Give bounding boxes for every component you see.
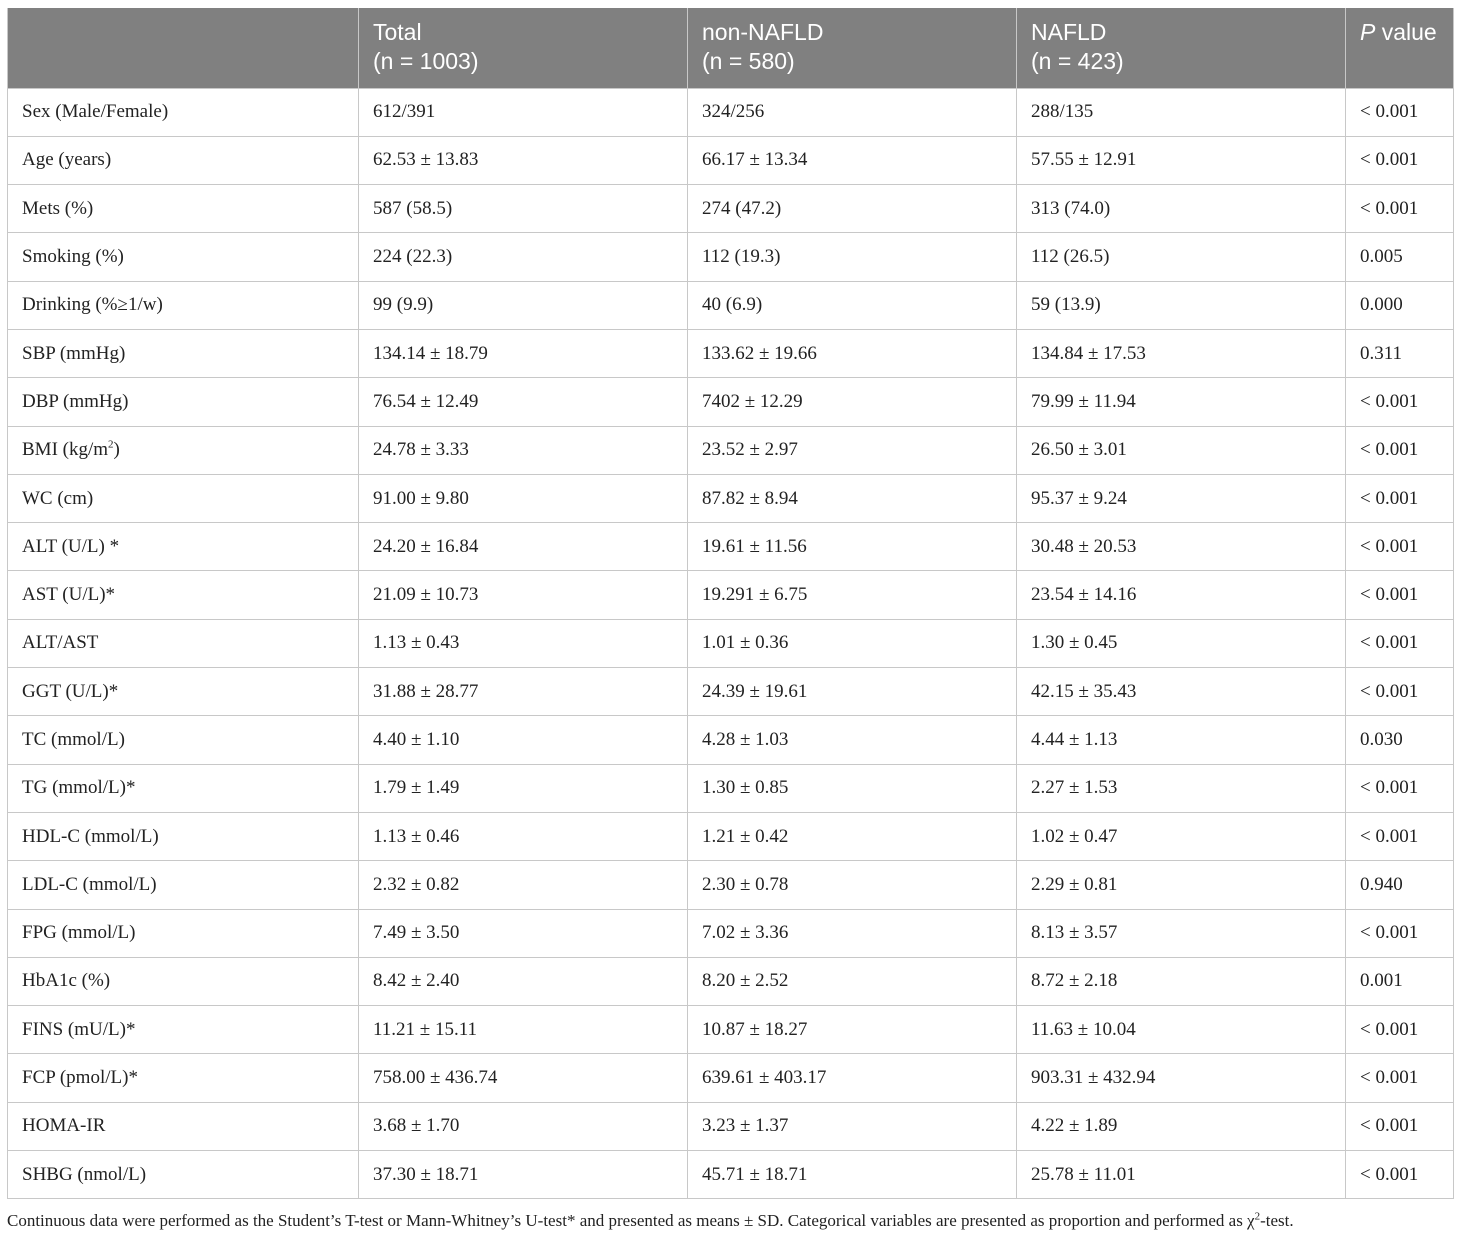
cell-total: 24.78 ± 3.33 [359, 426, 688, 474]
cell-total: 24.20 ± 16.84 [359, 523, 688, 571]
cell-non-nafld: 19.291 ± 6.75 [688, 571, 1017, 619]
row-label [8, 957, 359, 1005]
cell-nafld: 30.48 ± 20.53 [1017, 523, 1346, 571]
header-total-label: Total [373, 19, 422, 45]
cell-total: 224 (22.3) [359, 233, 688, 281]
cell-p-value: < 0.001 [1346, 474, 1454, 522]
cell-nafld: 11.63 ± 10.04 [1017, 1006, 1346, 1054]
table-row [8, 1006, 1454, 1054]
cell-non-nafld: 1.30 ± 0.85 [688, 764, 1017, 812]
row-label-text: TG (mmol/L)* [22, 777, 136, 799]
cell-p-value: < 0.001 [1346, 88, 1454, 136]
cell-non-nafld: 45.71 ± 18.71 [688, 1151, 1017, 1199]
row-label [8, 909, 359, 957]
row-label [8, 426, 359, 474]
cell-nafld: 26.50 ± 3.01 [1017, 426, 1346, 474]
cell-p-value: < 0.001 [1346, 909, 1454, 957]
table-row [8, 136, 1454, 184]
row-label [8, 281, 359, 329]
cell-non-nafld: 24.39 ± 19.61 [688, 668, 1017, 716]
row-label [8, 812, 359, 860]
row-label [8, 668, 359, 716]
cell-p-value: < 0.001 [1346, 523, 1454, 571]
cell-non-nafld: 87.82 ± 8.94 [688, 474, 1017, 522]
cell-p-value: < 0.001 [1346, 1054, 1454, 1102]
cell-non-nafld: 1.21 ± 0.42 [688, 812, 1017, 860]
header-nafld-n: (n = 423) [1031, 48, 1124, 74]
table-row [8, 619, 1454, 667]
row-label [8, 716, 359, 764]
row-label-text: Smoking (%) [22, 246, 124, 268]
cell-total: 2.32 ± 0.82 [359, 861, 688, 909]
cell-nafld: 95.37 ± 9.24 [1017, 474, 1346, 522]
cell-non-nafld: 40 (6.9) [688, 281, 1017, 329]
table-row [8, 764, 1454, 812]
cell-non-nafld: 324/256 [688, 88, 1017, 136]
cell-non-nafld: 19.61 ± 11.56 [688, 523, 1017, 571]
header-total-n: (n = 1003) [373, 48, 479, 74]
table-row [8, 523, 1454, 571]
row-label [8, 136, 359, 184]
row-label-text: HOMA-IR [22, 1115, 106, 1137]
table-row [8, 185, 1454, 233]
header-total [359, 8, 688, 88]
header-non-nafld-n: (n = 580) [702, 48, 795, 74]
cell-total: 1.79 ± 1.49 [359, 764, 688, 812]
cell-nafld: 1.02 ± 0.47 [1017, 812, 1346, 860]
footnote-superscript: 2 [1254, 1210, 1261, 1223]
cell-total: 7.49 ± 3.50 [359, 909, 688, 957]
cell-nafld: 903.31 ± 432.94 [1017, 1054, 1346, 1102]
header-non-nafld-label: non-NAFLD [702, 19, 824, 45]
row-label-text: Drinking (%≥1/w) [22, 294, 163, 316]
table-row [8, 329, 1454, 377]
cell-nafld: 79.99 ± 11.94 [1017, 378, 1346, 426]
row-label-text: GGT (U/L)* [22, 680, 119, 702]
row-label [8, 861, 359, 909]
row-label [8, 1102, 359, 1150]
table-row [8, 957, 1454, 1005]
header-nafld-label: NAFLD [1031, 19, 1107, 45]
cell-p-value: 0.001 [1346, 957, 1454, 1005]
header-p-value [1346, 8, 1454, 88]
cell-nafld: 8.72 ± 2.18 [1017, 957, 1346, 1005]
row-label [8, 764, 359, 812]
cell-p-value: < 0.001 [1346, 426, 1454, 474]
row-label [8, 474, 359, 522]
row-label-text: FINS (mU/L)* [22, 1018, 136, 1040]
row-label-text: ALT/AST [22, 632, 99, 654]
cell-total: 11.21 ± 15.11 [359, 1006, 688, 1054]
row-label-text: HbA1c (%) [22, 970, 111, 992]
row-label-text: FPG (mmol/L) [22, 922, 136, 944]
row-label-text: LDL-C (mmol/L) [22, 873, 157, 895]
row-label-text: SBP (mmHg) [22, 342, 126, 364]
table-row [8, 281, 1454, 329]
cell-total: 587 (58.5) [359, 185, 688, 233]
cell-total: 62.53 ± 13.83 [359, 136, 688, 184]
cell-p-value: < 0.001 [1346, 1151, 1454, 1199]
row-label [8, 571, 359, 619]
cell-non-nafld: 7402 ± 12.29 [688, 378, 1017, 426]
table-row [8, 909, 1454, 957]
table-row [8, 1102, 1454, 1150]
cell-total: 4.40 ± 1.10 [359, 716, 688, 764]
row-label-end: ) [113, 439, 120, 461]
cell-nafld: 2.29 ± 0.81 [1017, 861, 1346, 909]
row-label-text: WC (cm) [22, 487, 94, 509]
cell-total: 612/391 [359, 88, 688, 136]
cell-p-value: 0.000 [1346, 281, 1454, 329]
header-p-rest: value [1375, 19, 1437, 45]
cell-non-nafld: 133.62 ± 19.66 [688, 329, 1017, 377]
row-label-text: BMI (kg/m [22, 439, 109, 461]
header-nafld [1017, 8, 1346, 88]
cell-non-nafld: 66.17 ± 13.34 [688, 136, 1017, 184]
cell-nafld: 59 (13.9) [1017, 281, 1346, 329]
cell-nafld: 2.27 ± 1.53 [1017, 764, 1346, 812]
cell-non-nafld: 8.20 ± 2.52 [688, 957, 1017, 1005]
cell-nafld: 112 (26.5) [1017, 233, 1346, 281]
cell-p-value: < 0.001 [1346, 1006, 1454, 1054]
cell-non-nafld: 639.61 ± 403.17 [688, 1054, 1017, 1102]
cell-nafld: 288/135 [1017, 88, 1346, 136]
table-row [8, 571, 1454, 619]
cell-total: 3.68 ± 1.70 [359, 1102, 688, 1150]
row-label-text: SHBG (nmol/L) [22, 1163, 147, 1185]
header-p-italic: P [1360, 19, 1376, 45]
cell-p-value: 0.940 [1346, 861, 1454, 909]
table-row [8, 668, 1454, 716]
cell-non-nafld: 10.87 ± 18.27 [688, 1006, 1017, 1054]
cell-nafld: 4.22 ± 1.89 [1017, 1102, 1346, 1150]
header-non-nafld [688, 8, 1017, 88]
footnote-text: Continuous data were performed as the Student’s T-test or Mann-Whitney’s U-test* and presented as means ± SD. Categorical variables are presented as proportion and performed as χ [7, 1211, 1255, 1230]
cell-nafld: 25.78 ± 11.01 [1017, 1151, 1346, 1199]
row-label [8, 233, 359, 281]
table-row [8, 378, 1454, 426]
cell-p-value: < 0.001 [1346, 378, 1454, 426]
header-variable [8, 8, 359, 88]
cell-nafld: 1.30 ± 0.45 [1017, 619, 1346, 667]
cell-p-value: 0.030 [1346, 716, 1454, 764]
cell-nafld: 134.84 ± 17.53 [1017, 329, 1346, 377]
table-row [8, 426, 1454, 474]
table-row [8, 716, 1454, 764]
table-row [8, 812, 1454, 860]
row-label [8, 88, 359, 136]
row-label-text: FCP (pmol/L)* [22, 1067, 138, 1089]
cell-nafld: 57.55 ± 12.91 [1017, 136, 1346, 184]
row-label [8, 1054, 359, 1102]
row-label [8, 619, 359, 667]
cell-non-nafld: 7.02 ± 3.36 [688, 909, 1017, 957]
table-row [8, 474, 1454, 522]
cell-total: 134.14 ± 18.79 [359, 329, 688, 377]
cell-p-value: < 0.001 [1346, 668, 1454, 716]
cell-nafld: 8.13 ± 3.57 [1017, 909, 1346, 957]
cell-non-nafld: 274 (47.2) [688, 185, 1017, 233]
table-footnote [7, 1211, 1453, 1231]
table-row [8, 1151, 1454, 1199]
cell-total: 99 (9.9) [359, 281, 688, 329]
table-row [8, 88, 1454, 136]
cell-total: 1.13 ± 0.43 [359, 619, 688, 667]
header-row [8, 8, 1454, 88]
cell-total: 1.13 ± 0.46 [359, 812, 688, 860]
cell-p-value: 0.005 [1346, 233, 1454, 281]
cell-non-nafld: 112 (19.3) [688, 233, 1017, 281]
cell-p-value: < 0.001 [1346, 571, 1454, 619]
cell-total: 91.00 ± 9.80 [359, 474, 688, 522]
footnote-end: -test. [1260, 1211, 1294, 1230]
row-label-text: ALT (U/L) * [22, 535, 120, 557]
cell-total: 76.54 ± 12.49 [359, 378, 688, 426]
cell-total: 37.30 ± 18.71 [359, 1151, 688, 1199]
row-label-text: Age (years) [22, 149, 112, 171]
cell-p-value: < 0.001 [1346, 764, 1454, 812]
cell-p-value: 0.311 [1346, 329, 1454, 377]
cell-p-value: < 0.001 [1346, 812, 1454, 860]
row-label-text: TC (mmol/L) [22, 729, 125, 750]
cell-non-nafld: 1.01 ± 0.36 [688, 619, 1017, 667]
cell-total: 31.88 ± 28.77 [359, 668, 688, 716]
cell-p-value: < 0.001 [1346, 185, 1454, 233]
row-label [8, 1006, 359, 1054]
row-label-superscript: 2 [108, 438, 114, 451]
cell-p-value: < 0.001 [1346, 619, 1454, 667]
cell-p-value: < 0.001 [1346, 1102, 1454, 1150]
cell-total: 758.00 ± 436.74 [359, 1054, 688, 1102]
row-label [8, 378, 359, 426]
cell-total: 8.42 ± 2.40 [359, 957, 688, 1005]
table-row [8, 861, 1454, 909]
cell-nafld: 42.15 ± 35.43 [1017, 668, 1346, 716]
cell-total: 21.09 ± 10.73 [359, 571, 688, 619]
row-label [8, 1151, 359, 1199]
cell-nafld: 23.54 ± 14.16 [1017, 571, 1346, 619]
cell-non-nafld: 2.30 ± 0.78 [688, 861, 1017, 909]
row-label-text: AST (U/L)* [22, 584, 116, 606]
row-label [8, 523, 359, 571]
cell-non-nafld: 23.52 ± 2.97 [688, 426, 1017, 474]
row-label-text: HDL-C (mmol/L) [22, 825, 159, 847]
row-label [8, 329, 359, 377]
table-row [8, 1054, 1454, 1102]
baseline-characteristics-table [7, 8, 1454, 1199]
row-label [8, 185, 359, 233]
cell-p-value: < 0.001 [1346, 136, 1454, 184]
row-label-text: Sex (Male/Female) [22, 101, 169, 123]
cell-non-nafld: 3.23 ± 1.37 [688, 1102, 1017, 1150]
cell-non-nafld: 4.28 ± 1.03 [688, 716, 1017, 764]
row-label-text: Mets (%) [22, 197, 94, 219]
cell-nafld: 4.44 ± 1.13 [1017, 716, 1346, 764]
cell-nafld: 313 (74.0) [1017, 185, 1346, 233]
row-label-text: DBP (mmHg) [22, 390, 129, 412]
table-row [8, 233, 1454, 281]
